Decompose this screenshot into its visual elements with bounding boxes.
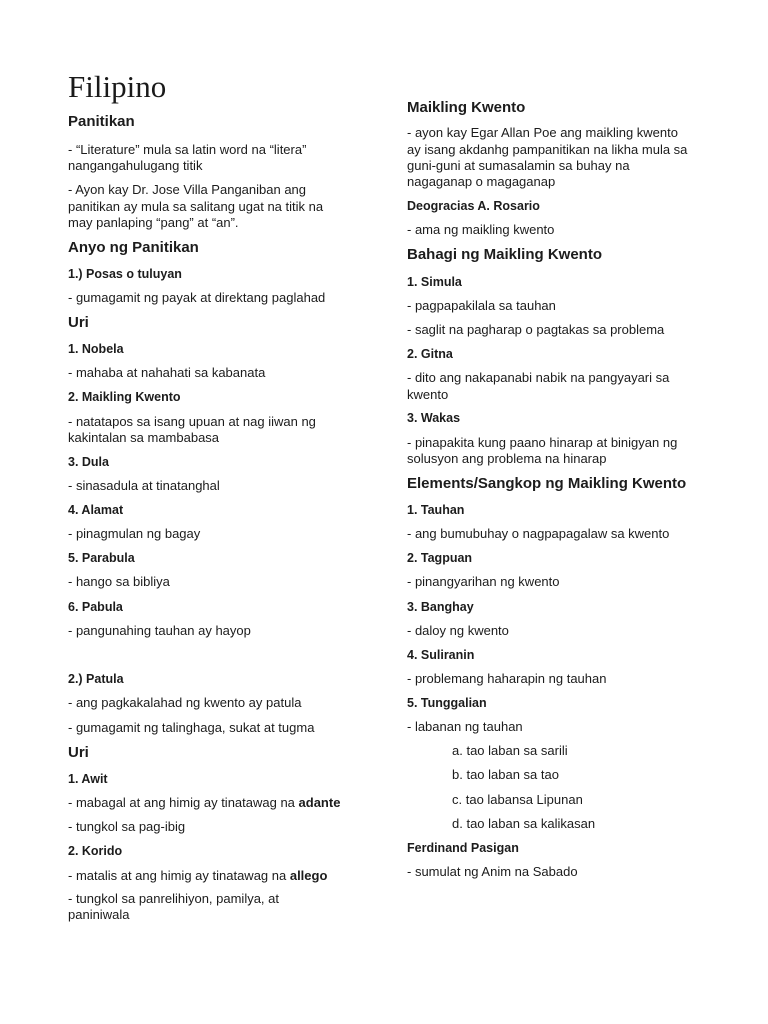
section-heading-panitikan: Panitikan <box>68 113 135 130</box>
list-item-note: - mahaba at nahahati sa kabanata <box>68 365 266 380</box>
list-item-note: - labanan ng tauhan <box>407 719 523 734</box>
himig-text: - matalis at ang himig ay tinatawag na <box>68 868 290 883</box>
list-item-note: paniniwala <box>68 907 130 922</box>
definition-line: ay isang akdanhg pampanitikan na likha mula sa <box>407 142 688 157</box>
list-item-note: - pangunahing tauhan ay hayop <box>68 623 251 638</box>
list-item-label: 1. Awit <box>68 772 108 786</box>
list-item-label: 2. Tagpuan <box>407 551 473 565</box>
list-item-note: kwento <box>407 387 449 402</box>
list-item-note: - tungkol sa pag-ibig <box>68 819 186 834</box>
person-name: Deogracias A. Rosario <box>407 199 540 213</box>
uri-heading: Uri <box>68 314 89 331</box>
list-item-label: 4. Alamat <box>68 503 124 517</box>
himig-note <box>68 795 340 811</box>
sub-list-item: a. tao laban sa sarili <box>452 743 568 758</box>
tuluyan-note: - gumagamit ng payak at direktang paglahad <box>68 290 326 305</box>
section-heading-bahagi: Bahagi ng Maikling Kwento <box>407 246 603 263</box>
panitikan-note-line: may panlaping “pang” at “an”. <box>68 215 239 230</box>
panitikan-note-line: - “Literature” mula sa latin word na “litera” <box>68 142 307 157</box>
tuluyan-label: 1.) Posas o tuluyan <box>68 267 182 281</box>
himig-text: - mabagal at ang himig ay tinatawag na <box>68 795 299 810</box>
list-item-label: 6. Pabula <box>68 600 123 614</box>
definition-line: nagaganap o magaganap <box>407 174 556 189</box>
list-item-label: 1. Tauhan <box>407 503 465 517</box>
list-item-note: - dito ang nakapanabi nabik na pangyayari sa <box>407 370 670 385</box>
himig-term: adante <box>298 795 341 810</box>
sub-list-item: c. tao labansa Lipunan <box>452 792 583 807</box>
list-item-note: - ang bumubuhay o nagpapagalaw sa kwento <box>407 526 670 541</box>
definition-line: - ayon kay Egar Allan Poe ang maikling kwento <box>407 125 678 140</box>
list-item-note: - natatapos sa isang upuan at nag iiwan ng <box>68 414 316 429</box>
section-heading-maikling-kwento: Maikling Kwento <box>407 99 526 116</box>
panitikan-note-line: nangangahulugang titik <box>68 158 203 173</box>
list-item-label: 2. Korido <box>68 844 123 858</box>
list-item-label: 1. Simula <box>407 275 462 289</box>
patula-note: - ang pagkakalahad ng kwento ay patula <box>68 695 302 710</box>
section-heading-anyo: Anyo ng Panitikan <box>68 239 199 256</box>
panitikan-note-line: panitikan ay mula sa salitang ugat na titik na <box>68 199 324 214</box>
list-item-label: 5. Tunggalian <box>407 696 487 710</box>
list-item-label: 3. Dula <box>68 455 109 469</box>
list-item-label: 4. Suliranin <box>407 648 475 662</box>
sub-list-item: d. tao laban sa kalikasan <box>452 816 596 831</box>
list-item-label: 3. Wakas <box>407 411 461 425</box>
list-item-note: - sinasadula at tinatanghal <box>68 478 220 493</box>
definition-line: guni-guni at sumasalamin sa buhay na <box>407 158 630 173</box>
list-item-note: - pinapakita kung paano hinarap at binigyan ng <box>407 435 678 450</box>
himig-note <box>68 868 327 884</box>
person-note: - sumulat ng Anim na Sabado <box>407 864 578 879</box>
left-column <box>68 0 388 1024</box>
list-item-label: 2. Gitna <box>407 347 453 361</box>
list-item-note: - pagpapakilala sa tauhan <box>407 298 556 313</box>
list-item-note: - daloy ng kwento <box>407 623 509 638</box>
list-item-note: - tungkol sa panrelihiyon, pamilya, at <box>68 891 280 906</box>
list-item-label: 1. Nobela <box>68 342 124 356</box>
list-item-label: 3. Banghay <box>407 600 474 614</box>
list-item-note: - problemang haharapin ng tauhan <box>407 671 607 686</box>
person-note: - ama ng maikling kwento <box>407 222 555 237</box>
section-heading-elemento: Elements/Sangkop ng Maikling Kwento <box>407 475 687 492</box>
page-title: Filipino <box>68 69 167 104</box>
list-item-note: - pinagmulan ng bagay <box>68 526 201 541</box>
list-item-note: - hango sa bibliya <box>68 574 170 589</box>
list-item-note: solusyon ang problema na hinarap <box>407 451 607 466</box>
list-item-label: 2. Maikling Kwento <box>68 390 181 404</box>
person-name: Ferdinand Pasigan <box>407 841 519 855</box>
list-item-note: - saglit na pagharap o pagtakas sa problema <box>407 322 665 337</box>
himig-term: allego <box>289 868 328 883</box>
list-item-note: - pinangyarihan ng kwento <box>407 574 560 589</box>
list-item-note: kakintalan sa mambabasa <box>68 430 220 445</box>
patula-note: - gumagamit ng talinghaga, sukat at tugma <box>68 720 315 735</box>
uri-heading: Uri <box>68 744 89 761</box>
right-column <box>407 0 747 1024</box>
patula-label: 2.) Patula <box>68 672 124 686</box>
panitikan-note-line: - Ayon kay Dr. Jose Villa Panganiban ang <box>68 182 307 197</box>
list-item-label: 5. Parabula <box>68 551 135 565</box>
sub-list-item: b. tao laban sa tao <box>452 767 559 782</box>
